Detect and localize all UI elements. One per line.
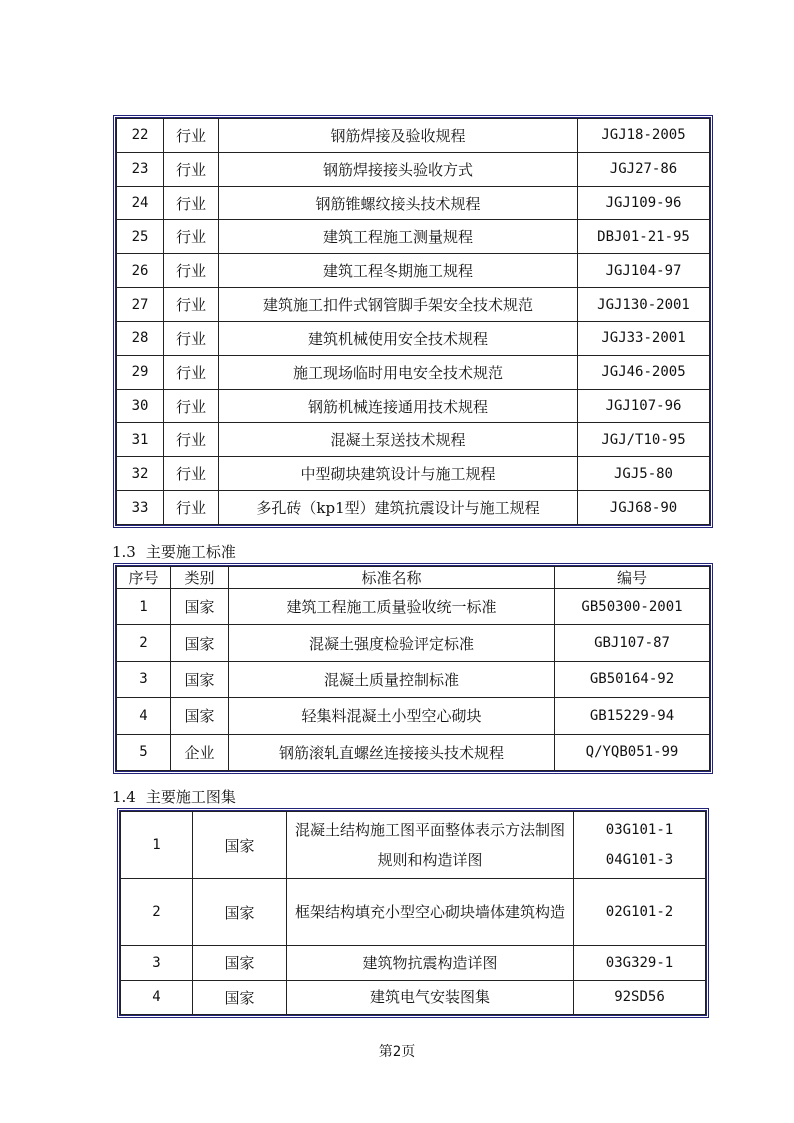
cell-category: 国家 <box>193 946 287 981</box>
header-code: 编号 <box>555 567 710 589</box>
header-name: 标准名称 <box>229 567 555 589</box>
construction-standards-body <box>117 589 710 771</box>
cell-category: 行业 <box>164 186 219 220</box>
cell-name: 建筑工程冬期施工规程 <box>219 254 578 288</box>
atlas-code: 92SD56 <box>614 989 665 1006</box>
cell-category: 国家 <box>171 589 229 625</box>
cell-name: 钢筋焊接及验收规程 <box>219 119 578 153</box>
cell-name: 钢筋机械连接通用技术规程 <box>219 389 578 423</box>
cell-code: JGJ/T10-95 <box>578 423 710 457</box>
cell-no: 25 <box>117 220 164 254</box>
cell-category: 行业 <box>164 457 219 491</box>
section-title: 主要施工标准 <box>145 543 236 561</box>
cell-code: JGJ5-80 <box>578 457 710 491</box>
cell-code: JGJ33-2001 <box>578 321 710 355</box>
section-heading-standards <box>112 541 236 562</box>
table-row <box>117 288 710 322</box>
cell-code <box>574 946 706 981</box>
cell-no: 3 <box>121 946 193 981</box>
atlas-code: 03G101-1 <box>605 822 674 838</box>
cell-name: 混凝土强度检验评定标准 <box>229 625 555 661</box>
cell-code: JGJ27-86 <box>578 152 710 186</box>
cell-no: 32 <box>117 457 164 491</box>
standards-table-continued <box>113 115 713 528</box>
page-suffix: 页 <box>401 1044 416 1060</box>
cell-code: JGJ18-2005 <box>578 119 710 153</box>
cell-category: 企业 <box>171 734 229 770</box>
table-row <box>121 879 706 946</box>
table-row <box>121 980 706 1015</box>
cell-name: 建筑物抗震构造详图 <box>287 946 574 981</box>
atlas-code-secondary: 04G101-3 <box>605 852 674 868</box>
cell-category: 行业 <box>164 423 219 457</box>
cell-category: 国家 <box>171 625 229 661</box>
cell-code: JGJ130-2001 <box>578 288 710 322</box>
table-row <box>117 254 710 288</box>
cell-code: JGJ107-96 <box>578 389 710 423</box>
cell-no: 30 <box>117 389 164 423</box>
cell-category: 国家 <box>193 812 287 879</box>
cell-name: 中型砌块建筑设计与施工规程 <box>219 457 578 491</box>
header-no: 序号 <box>117 567 171 589</box>
cell-no: 2 <box>117 625 171 661</box>
table-row <box>117 220 710 254</box>
cell-name: 轻集料混凝土小型空心砌块 <box>229 698 555 734</box>
table-row <box>117 355 710 389</box>
cell-code <box>574 980 706 1015</box>
cell-name: 多孔砖（kp1型）建筑抗震设计与施工规程 <box>219 491 578 525</box>
table-row <box>121 946 706 981</box>
cell-category: 行业 <box>164 288 219 322</box>
table-row <box>117 321 710 355</box>
cell-name: 建筑工程施工测量规程 <box>219 220 578 254</box>
cell-code: GB50300-2001 <box>555 589 710 625</box>
cell-category: 行业 <box>164 491 219 525</box>
cell-code: GBJ107-87 <box>555 625 710 661</box>
header-category: 类别 <box>171 567 229 589</box>
cell-category: 行业 <box>164 355 219 389</box>
cell-no: 31 <box>117 423 164 457</box>
cell-category: 国家 <box>171 698 229 734</box>
section-title: 主要施工图集 <box>145 788 236 806</box>
table-header-row <box>117 567 710 589</box>
section-number: 1.3 <box>112 543 136 561</box>
cell-category: 行业 <box>164 389 219 423</box>
cell-name: 钢筋滚轧直螺丝连接接头技术规程 <box>229 734 555 770</box>
cell-category: 国家 <box>193 980 287 1015</box>
table-row <box>121 812 706 879</box>
table-row <box>117 734 710 770</box>
cell-code: JGJ104-97 <box>578 254 710 288</box>
cell-name: 建筑电气安装图集 <box>287 980 574 1015</box>
cell-name: 钢筋锥螺纹接头技术规程 <box>219 186 578 220</box>
cell-code: JGJ109-96 <box>578 186 710 220</box>
cell-no: 1 <box>117 589 171 625</box>
cell-category: 行业 <box>164 321 219 355</box>
cell-no: 5 <box>117 734 171 770</box>
cell-no: 27 <box>117 288 164 322</box>
cell-code <box>574 879 706 946</box>
cell-no: 26 <box>117 254 164 288</box>
cell-code: GB50164-92 <box>555 661 710 697</box>
table-row <box>117 457 710 491</box>
cell-category: 行业 <box>164 119 219 153</box>
cell-no: 2 <box>121 879 193 946</box>
cell-no: 3 <box>117 661 171 697</box>
cell-category: 国家 <box>193 879 287 946</box>
section-heading-atlas <box>112 786 236 807</box>
cell-no: 23 <box>117 152 164 186</box>
page-footer <box>0 1041 794 1061</box>
construction-standards-table <box>113 563 713 774</box>
cell-name: 钢筋焊接接头验收方式 <box>219 152 578 186</box>
table-row <box>117 186 710 220</box>
table-row <box>117 589 710 625</box>
cell-no: 24 <box>117 186 164 220</box>
page-prefix: 第 <box>378 1044 393 1060</box>
cell-name: 混凝土泵送技术规程 <box>219 423 578 457</box>
cell-category: 行业 <box>164 152 219 186</box>
cell-no: 33 <box>117 491 164 525</box>
table-row <box>117 625 710 661</box>
cell-name: 施工现场临时用电安全技术规范 <box>219 355 578 389</box>
atlas-code: 03G329-1 <box>605 954 674 971</box>
construction-atlas-table <box>117 808 709 1018</box>
cell-name: 框架结构填充小型空心砌块墙体建筑构造 <box>287 879 574 946</box>
cell-code: Q/YQB051-99 <box>555 734 710 770</box>
page-number: 2 <box>392 1044 402 1060</box>
cell-name: 建筑工程施工质量验收统一标准 <box>229 589 555 625</box>
cell-no: 28 <box>117 321 164 355</box>
cell-no: 4 <box>121 980 193 1015</box>
standards-table-body <box>117 119 710 525</box>
cell-code: JGJ46-2005 <box>578 355 710 389</box>
table-row <box>117 389 710 423</box>
cell-code: GB15229-94 <box>555 698 710 734</box>
table-row <box>117 119 710 153</box>
table-row <box>117 152 710 186</box>
construction-atlas-body <box>121 812 706 1015</box>
table-row <box>117 698 710 734</box>
cell-no: 22 <box>117 119 164 153</box>
cell-code <box>574 812 706 879</box>
cell-category: 行业 <box>164 220 219 254</box>
section-number: 1.4 <box>112 788 136 806</box>
table-row <box>117 423 710 457</box>
table-row <box>117 491 710 525</box>
cell-no: 1 <box>121 812 193 879</box>
cell-code: DBJ01-21-95 <box>578 220 710 254</box>
cell-name: 建筑机械使用安全技术规程 <box>219 321 578 355</box>
cell-name: 混凝土质量控制标准 <box>229 661 555 697</box>
cell-code: JGJ68-90 <box>578 491 710 525</box>
cell-name: 混凝土结构施工图平面整体表示方法制图规则和构造详图 <box>287 812 574 879</box>
cell-no: 29 <box>117 355 164 389</box>
table-row <box>117 661 710 697</box>
atlas-code: 02G101-2 <box>605 904 674 920</box>
cell-no: 4 <box>117 698 171 734</box>
cell-name: 建筑施工扣件式钢管脚手架安全技术规范 <box>219 288 578 322</box>
cell-category: 国家 <box>171 661 229 697</box>
cell-category: 行业 <box>164 254 219 288</box>
